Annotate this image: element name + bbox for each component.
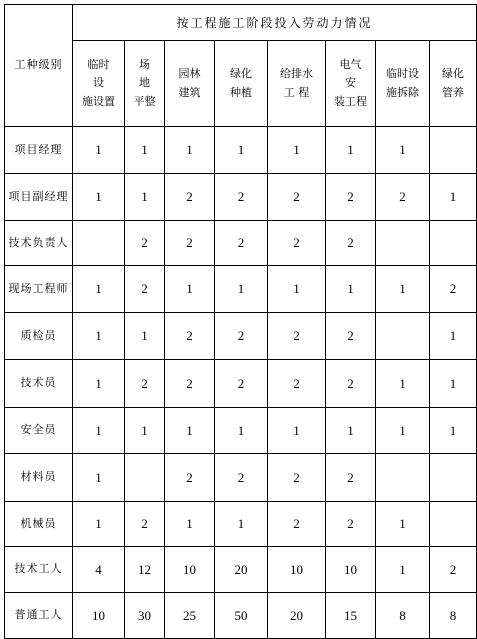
table-cell: 1 (165, 266, 215, 313)
table-cell: 2 (125, 502, 165, 547)
table-cell: 2 (268, 221, 326, 266)
table-cell: 1 (125, 127, 165, 174)
column-header: 给排水 工 程 (268, 41, 326, 127)
table-cell: 1 (125, 174, 165, 221)
table-cell: 1 (73, 360, 125, 408)
table-cell: 1 (165, 408, 215, 454)
table-cell: 2 (268, 454, 326, 502)
table-row (5, 266, 477, 313)
table-cell: 1 (326, 408, 376, 454)
corner-header: 工种级别 (5, 5, 73, 127)
table-cell: 1 (165, 127, 215, 174)
table-cell: 1 (430, 408, 477, 454)
table-row (5, 127, 477, 174)
table-cell: 2 (215, 313, 268, 360)
table-cell (430, 221, 477, 266)
table-title: 按工程施工阶段投入劳动力情况 (73, 5, 477, 41)
table-cell: 1 (73, 502, 125, 547)
table-cell: 1 (215, 127, 268, 174)
row-label: 安全员 (5, 408, 73, 454)
table-cell: 2 (326, 174, 376, 221)
table-row (5, 502, 477, 547)
table-cell: 8 (376, 593, 430, 639)
table-cell (376, 313, 430, 360)
table-cell: 20 (215, 547, 268, 593)
table-cell: 1 (376, 360, 430, 408)
column-header: 绿化 种植 (215, 41, 268, 127)
table-cell: 15 (326, 593, 376, 639)
table-cell: 1 (215, 408, 268, 454)
table-cell: 20 (268, 593, 326, 639)
table-row (5, 547, 477, 593)
table-cell: 10 (268, 547, 326, 593)
table-cell: 1 (125, 313, 165, 360)
table-cell: 2 (268, 360, 326, 408)
row-label: 机械员 (5, 502, 73, 547)
table-cell: 4 (73, 547, 125, 593)
table-cell: 2 (326, 360, 376, 408)
table-cell: 2 (326, 221, 376, 266)
column-header: 临时 设 施设置 (73, 41, 125, 127)
table-cell: 2 (215, 221, 268, 266)
table-cell: 1 (430, 360, 477, 408)
row-label: 项目经理 (5, 127, 73, 174)
table-row (5, 174, 477, 221)
table-cell: 2 (165, 454, 215, 502)
table-cell: 1 (326, 127, 376, 174)
table-body (5, 127, 477, 639)
column-header-row (5, 41, 477, 127)
table-cell: 1 (326, 266, 376, 313)
table-cell: 2 (326, 313, 376, 360)
table-row (5, 408, 477, 454)
table-cell: 1 (376, 502, 430, 547)
table-row (5, 454, 477, 502)
table-cell (73, 221, 125, 266)
table-cell: 2 (125, 221, 165, 266)
table-cell (430, 502, 477, 547)
table-cell (430, 127, 477, 174)
table-cell: 1 (73, 313, 125, 360)
table-cell: 2 (268, 313, 326, 360)
table-cell: 10 (326, 547, 376, 593)
row-label: 普通工人 (5, 593, 73, 639)
table-cell: 1 (430, 174, 477, 221)
column-header: 园林 建筑 (165, 41, 215, 127)
table-row (5, 221, 477, 266)
table-cell: 2 (430, 266, 477, 313)
table-cell: 10 (165, 547, 215, 593)
table-cell: 8 (430, 593, 477, 639)
row-label: 现场工程师 (5, 266, 73, 313)
table-cell: 2 (376, 174, 430, 221)
row-label: 技术工人 (5, 547, 73, 593)
table-cell: 1 (125, 408, 165, 454)
table-cell (125, 454, 165, 502)
table-cell: 1 (430, 313, 477, 360)
table-cell: 1 (268, 127, 326, 174)
table-cell: 2 (215, 174, 268, 221)
table-cell: 1 (376, 547, 430, 593)
table-cell: 1 (73, 266, 125, 313)
table-cell: 2 (326, 454, 376, 502)
table-cell (376, 454, 430, 502)
table-row (5, 360, 477, 408)
table-cell: 2 (125, 360, 165, 408)
table-cell: 2 (268, 174, 326, 221)
row-label: 材料员 (5, 454, 73, 502)
table-cell (376, 221, 430, 266)
row-label: 项目副经理 (5, 174, 73, 221)
table-cell: 1 (376, 266, 430, 313)
column-header: 场 地 平整 (125, 41, 165, 127)
table-cell: 2 (430, 547, 477, 593)
table-cell: 2 (326, 502, 376, 547)
column-header: 绿化 管养 (430, 41, 477, 127)
labor-table (4, 4, 477, 639)
row-label: 技术员 (5, 360, 73, 408)
row-label: 质检员 (5, 313, 73, 360)
table-cell: 2 (215, 454, 268, 502)
title-row (5, 5, 477, 41)
table-cell: 1 (165, 502, 215, 547)
table-cell: 1 (73, 454, 125, 502)
table-cell: 25 (165, 593, 215, 639)
table-cell: 1 (215, 502, 268, 547)
table-cell: 12 (125, 547, 165, 593)
table-cell: 10 (73, 593, 125, 639)
table-cell (430, 454, 477, 502)
table-cell: 1 (268, 408, 326, 454)
table-cell: 2 (268, 502, 326, 547)
table-cell: 2 (165, 360, 215, 408)
row-label: 技术负责人 (5, 221, 73, 266)
table-row (5, 313, 477, 360)
table-cell: 1 (73, 127, 125, 174)
column-header: 临时设 施拆除 (376, 41, 430, 127)
table-cell: 1 (215, 266, 268, 313)
table-cell: 2 (125, 266, 165, 313)
table-cell: 1 (268, 266, 326, 313)
table-cell: 2 (165, 221, 215, 266)
column-header: 电气 安 装工程 (326, 41, 376, 127)
table-cell: 1 (376, 127, 430, 174)
table-cell: 50 (215, 593, 268, 639)
table-cell: 1 (73, 408, 125, 454)
table-cell: 30 (125, 593, 165, 639)
table-cell: 2 (165, 174, 215, 221)
table-cell: 2 (165, 313, 215, 360)
table-cell: 1 (73, 174, 125, 221)
table-cell: 1 (376, 408, 430, 454)
table-row (5, 593, 477, 639)
table-cell: 2 (215, 360, 268, 408)
